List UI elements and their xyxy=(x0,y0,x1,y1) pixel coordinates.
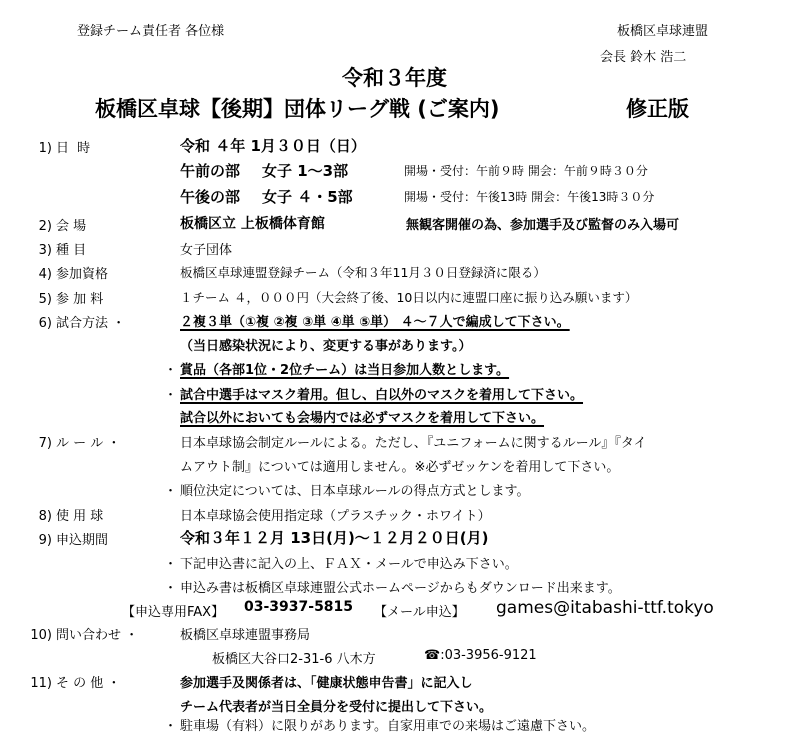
other-line1: 参加選手及関係者は、「健康状態申告書」に記入し xyxy=(180,676,473,691)
item-number: 5) xyxy=(38,292,52,307)
contact-phone: ☎:03-3956-9121 xyxy=(424,648,537,663)
item-label: 日 時 xyxy=(56,141,93,156)
bullet: ・ xyxy=(164,363,178,378)
fee-value: １チーム ４，０００円（大会終了後、10日以内に連盟口座に振り込み願います） xyxy=(180,290,638,305)
page-title: 板橋区卓球【後期】団体リーグ戦 (ご案内) xyxy=(95,97,500,121)
apply-line1: 下記申込書に記入の上、ＦＡＸ・メールで申込み下さい。 xyxy=(180,557,518,572)
addressee: 登録チーム責任者 各位様 xyxy=(77,24,225,39)
item-label: 種 目 xyxy=(56,243,87,258)
ball-value: 日本卓球協会使用指定球（プラスチック・ホワイト） xyxy=(180,509,491,524)
item-number: 3) xyxy=(38,243,52,258)
item-number: 4) xyxy=(38,267,52,282)
am-division: 女子 1～3部 xyxy=(262,162,349,180)
email-address[interactable]: games@itabashi-ttf.tokyo xyxy=(496,598,714,618)
item-label: 試合方法 ・ xyxy=(56,316,126,331)
item-label: 会 場 xyxy=(56,219,87,234)
rules-line1: 日本卓球協会制定ルールによる。ただし、『ユニフォームに関するルール』『タイ xyxy=(180,436,647,451)
bullet: ・ xyxy=(164,719,178,734)
item-label: そ の 他 ・ xyxy=(56,676,121,691)
item-label: 使 用 球 xyxy=(56,509,104,524)
item-venue-label xyxy=(22,215,86,234)
item-contact-label xyxy=(22,624,138,643)
pm-time: 開場・受付：午後13時 開会：午後13時３０分 xyxy=(404,190,655,204)
item-rules-label xyxy=(22,432,120,451)
venue-note: 無観客開催の為、参加選手及び監督のみ入場可 xyxy=(406,218,680,233)
item-fee-label xyxy=(22,288,103,307)
item-category-label xyxy=(22,239,86,258)
other-line3: 駐車場（有料）に限りがあります。自家用車での来場はご遠慮下さい。 xyxy=(180,719,595,734)
item-apply-label xyxy=(22,529,108,548)
item-label: ル ー ル ・ xyxy=(56,436,121,451)
item-number: 2) xyxy=(38,219,52,234)
item-number: 6) xyxy=(38,316,52,331)
organization-name: 板橋区卓球連盟 xyxy=(617,24,709,39)
apply-line2: 申込み書は板橋区卓球連盟公式ホームページからもダウンロード出来ます。 xyxy=(180,581,621,596)
item-eligibility-label xyxy=(22,263,108,282)
rules-line2: ムアウト制』については適用しません。※必ずゼッケンを着用して下さい。 xyxy=(180,460,620,475)
category-value: 女子団体 xyxy=(180,243,233,258)
contact-office: 板橋区卓球連盟事務局 xyxy=(180,628,311,643)
item-number: 8) xyxy=(38,509,52,524)
method-line1: ２複３単（①複 ②複 ③単 ④単 ⑤単） ４～７人で編成して下さい。 xyxy=(180,315,570,330)
item-number: 9) xyxy=(38,533,52,548)
item-method-label xyxy=(22,312,125,331)
am-time: 開場・受付：午前９時 開会：午前９時３０分 xyxy=(404,164,648,178)
eligibility-value: 板橋区卓球連盟登録チーム（令和３年11月３０日登録済に限る） xyxy=(180,265,546,280)
pm-division: 女子 ４・5部 xyxy=(262,188,353,206)
item-date-label xyxy=(22,137,92,156)
other-line2: チーム代表者が当日全員分を受付に提出して下さい。 xyxy=(180,700,493,715)
item-label: 参 加 料 xyxy=(56,292,104,307)
item-number: 10) xyxy=(30,628,52,643)
method-line5: 試合以外においても会場内では必ずマスクを着用して下さい。 xyxy=(180,411,545,426)
fax-label: 【申込専用FAX】 xyxy=(122,605,225,620)
apply-period: 令和３年１２月 13日(月)～１２月２０日(月) xyxy=(180,529,489,547)
item-number: 7) xyxy=(38,436,52,451)
revision-label: 修正版 xyxy=(626,97,689,121)
method-line3: 賞品（各部1位・2位チーム）は当日参加人数とします。 xyxy=(180,363,510,378)
item-label: 申込期間 xyxy=(56,533,109,548)
title-year: 令和３年度 xyxy=(342,66,447,90)
rules-line3: 順位決定については、日本卓球ルールの得点方式とします。 xyxy=(180,484,530,499)
item-other-label xyxy=(22,672,120,691)
bullet: ・ xyxy=(164,484,178,499)
fax-number: 03-3937-5815 xyxy=(244,599,354,615)
mail-label: 【メール申込】 xyxy=(374,605,465,620)
item-number: 1) xyxy=(38,141,52,156)
method-line2: （当日感染状況により、変更する事があります。） xyxy=(180,339,472,354)
item-number: 11) xyxy=(30,676,52,691)
method-line4: 試合中選手はマスク着用。但し、白以外のマスクを着用して下さい。 xyxy=(180,388,584,403)
am-part: 午前の部 xyxy=(180,162,241,180)
bullet: ・ xyxy=(164,557,178,572)
bullet: ・ xyxy=(164,388,178,403)
venue-value: 板橋区立 上板橋体育館 xyxy=(180,216,325,232)
president-name: 会長 鈴木 浩二 xyxy=(600,50,687,65)
pm-part: 午後の部 xyxy=(180,188,241,206)
date-value: 令和 ４年 1月３０日（日） xyxy=(180,137,366,155)
item-ball-label xyxy=(22,505,103,524)
contact-address: 板橋区大谷口2-31-6 八木方 xyxy=(212,652,376,667)
item-label: 問い合わせ ・ xyxy=(56,628,139,643)
bullet: ・ xyxy=(164,581,178,596)
item-label: 参加資格 xyxy=(56,267,109,282)
